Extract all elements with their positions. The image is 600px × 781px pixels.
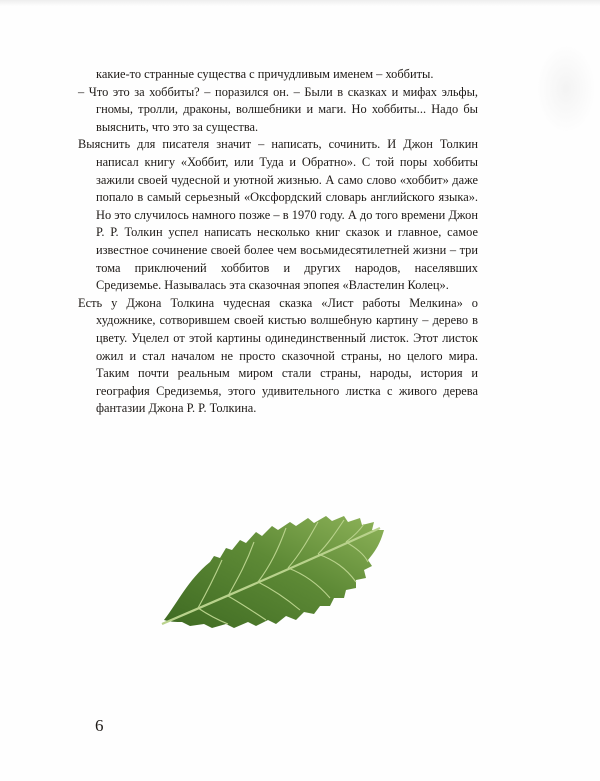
paragraph-4: Есть у Джона Толкина чудесная сказка «Лист работы Мелкина» о художнике, сотворившем своей кистью волшебную картину – дерево в цвету. Уцелел от этой картины одинединственный листок. Этот листок ожил и стал началом не просто сказочной страны, но целого мира. Таким почти реальным миром стали страны, народы, история и география Средиземья, этого удивительного листка с живого дерева фантазии Джона Р. Р. Толкина. — [78, 295, 478, 416]
body-text — [78, 66, 478, 418]
paragraph-1: какие-то странные существа с причудливым именем – хоббиты. — [96, 67, 434, 81]
leaf-icon — [158, 510, 390, 640]
scan-edge — [0, 0, 600, 6]
paragraph-3: Выяснить для писателя значит – написать, сочинить. И Джон Толкин написал книгу «Хоббит, или Туда и Обратно». С той поры хоббиты зажили своей чудесной и уютной жизнью. А само слово «хоббит» даже попало в самый серьезный «Оксфордский словарь английского языка». Но это случилось намного позже – в 1970 году. А до того времени Джон Р. Р. Толкин успел написать несколько книг сказок и главное, самое известное сочинение своей более чем восьмидесятилетней жизни – три тома приключений хоббитов и других народов, населявших Средиземье. Называлась эта сказочная эпопея «Властелин Колец». — [78, 137, 478, 293]
scan-smudge — [536, 44, 596, 134]
page-number: 6 — [95, 716, 104, 735]
paragraph-2: – Что это за хоббиты? – поразился он. – Были в сказках и мифах эльфы, гномы, тролли, драконы, волшебники и маги. Но хоббиты... Надо бы выяснить, что это за существа. — [78, 84, 478, 134]
leaf-blade — [164, 516, 384, 628]
leaf-illustration — [158, 510, 390, 640]
